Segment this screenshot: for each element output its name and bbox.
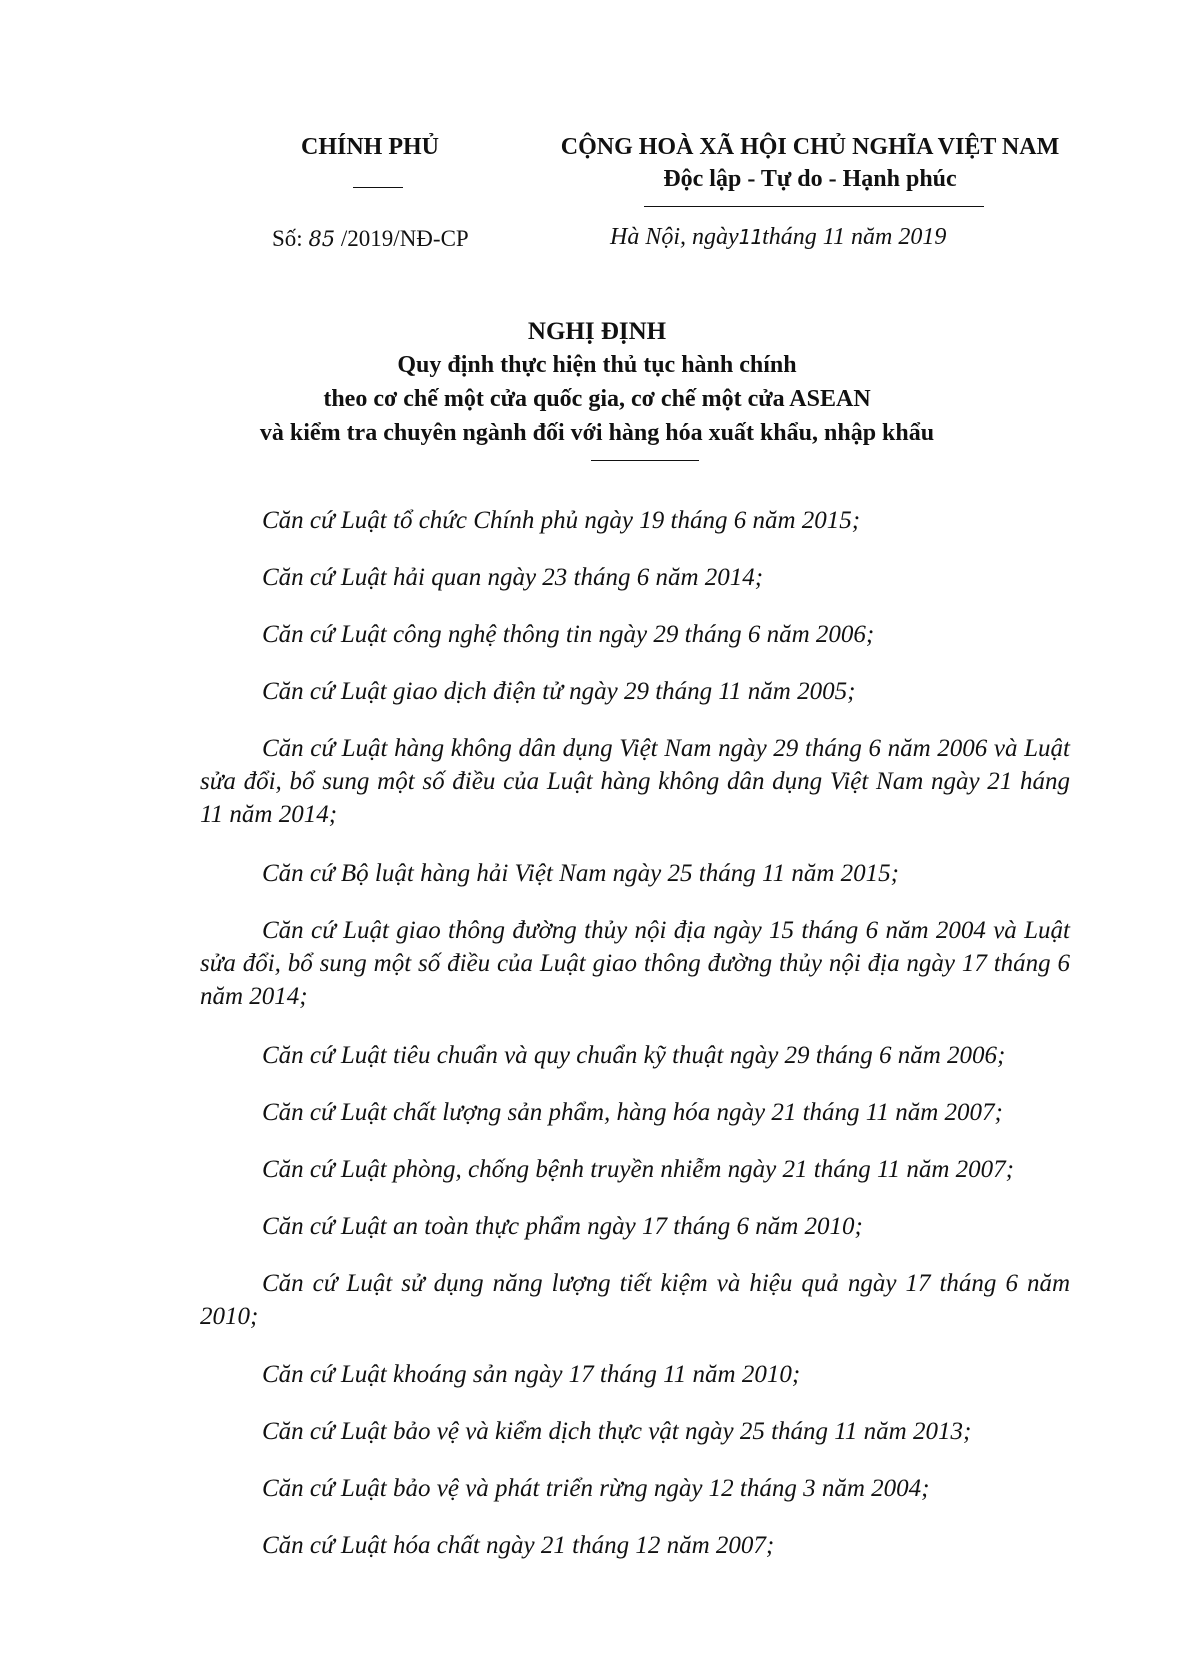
place-date-day-handwritten: 11 [738,225,763,249]
legal-basis-paragraph: Căn cứ Luật hóa chất ngày 21 tháng 12 năm 2007; [262,1532,775,1559]
nation-name: CỘNG HOÀ XÃ HỘI CHỦ NGHĨA VIỆT NAM [560,134,1060,160]
title-underline [591,460,699,461]
legal-basis-paragraph: Căn cứ Luật bảo vệ và phát triển rừng ngày 12 tháng 3 năm 2004; [262,1475,930,1502]
document-title-line-2: theo cơ chế một cửa quốc gia, cơ chế một cửa ASEAN [323,386,871,412]
legal-basis-paragraph: Căn cứ Luật an toàn thực phẩm ngày 17 tháng 6 năm 2010; [262,1213,863,1240]
issuer-name: CHÍNH PHỦ [301,134,439,160]
legal-basis-paragraph: Căn cứ Luật hàng không dân dụng Việt Nam ngày 29 tháng 6 năm 2006 và Luật sửa đổi, bổ sung một số điều của Luật hàng không dân dụng Việt Nam ngày 21 háng 11 năm 2014; [200,735,1070,828]
legal-basis-paragraph: Căn cứ Luật chất lượng sản phẩm, hàng hóa ngày 21 tháng 11 năm 2007; [262,1099,1003,1126]
legal-basis-paragraph: Căn cứ Luật khoáng sản ngày 17 tháng 11 năm 2010; [262,1361,801,1388]
legal-basis-paragraph: Căn cứ Luật tiêu chuẩn và quy chuẩn kỹ thuật ngày 29 tháng 6 năm 2006; [262,1042,1006,1069]
place-date-suffix: tháng 11 năm 2019 [762,224,947,250]
document-title-line-1: Quy định thực hiện thủ tục hành chính [397,352,797,378]
document-number-prefix: Số: [272,226,309,251]
document-number [272,226,469,252]
issuer-underline [353,187,403,188]
motto-underline [644,206,984,207]
document-number-handwritten: 85 [308,227,336,251]
legal-basis-paragraph: Căn cứ Bộ luật hàng hải Việt Nam ngày 25 tháng 11 năm 2015; [262,860,899,887]
legal-basis-paragraph: Căn cứ Luật bảo vệ và kiểm dịch thực vật ngày 25 tháng 11 năm 2013; [262,1418,972,1445]
legal-basis-paragraph: Căn cứ Luật hải quan ngày 23 tháng 6 năm 2014; [262,564,764,591]
legal-basis-paragraph: Căn cứ Luật giao dịch điện tử ngày 29 tháng 11 năm 2005; [262,678,856,705]
place-date-prefix: Hà Nội, ngày [610,224,739,250]
document-type: NGHỊ ĐỊNH [527,318,667,345]
document-number-suffix: /2019/NĐ-CP [335,226,469,251]
legal-basis-paragraph: Căn cứ Luật sử dụng năng lượng tiết kiệm và hiệu quả ngày 17 tháng 6 năm 2010; [200,1270,1070,1330]
national-motto: Độc lập - Tự do - Hạnh phúc [663,166,957,192]
document-title-line-3: và kiểm tra chuyên ngành đối với hàng hóa xuất khẩu, nhập khẩu [259,420,935,446]
place-and-date [610,224,946,251]
legal-basis-paragraph: Căn cứ Luật công nghệ thông tin ngày 29 tháng 6 năm 2006; [262,621,875,648]
legal-basis-paragraph: Căn cứ Luật phòng, chống bệnh truyền nhiễm ngày 21 tháng 11 năm 2007; [262,1156,1014,1183]
legal-basis-paragraph: Căn cứ Luật tổ chức Chính phủ ngày 19 tháng 6 năm 2015; [262,507,861,534]
legal-basis-paragraph: Căn cứ Luật giao thông đường thủy nội địa ngày 15 tháng 6 năm 2004 và Luật sửa đổi, bổ sung một số điều của Luật giao thông đường thủy nội địa ngày 17 tháng 6 năm 2014; [200,917,1070,1010]
